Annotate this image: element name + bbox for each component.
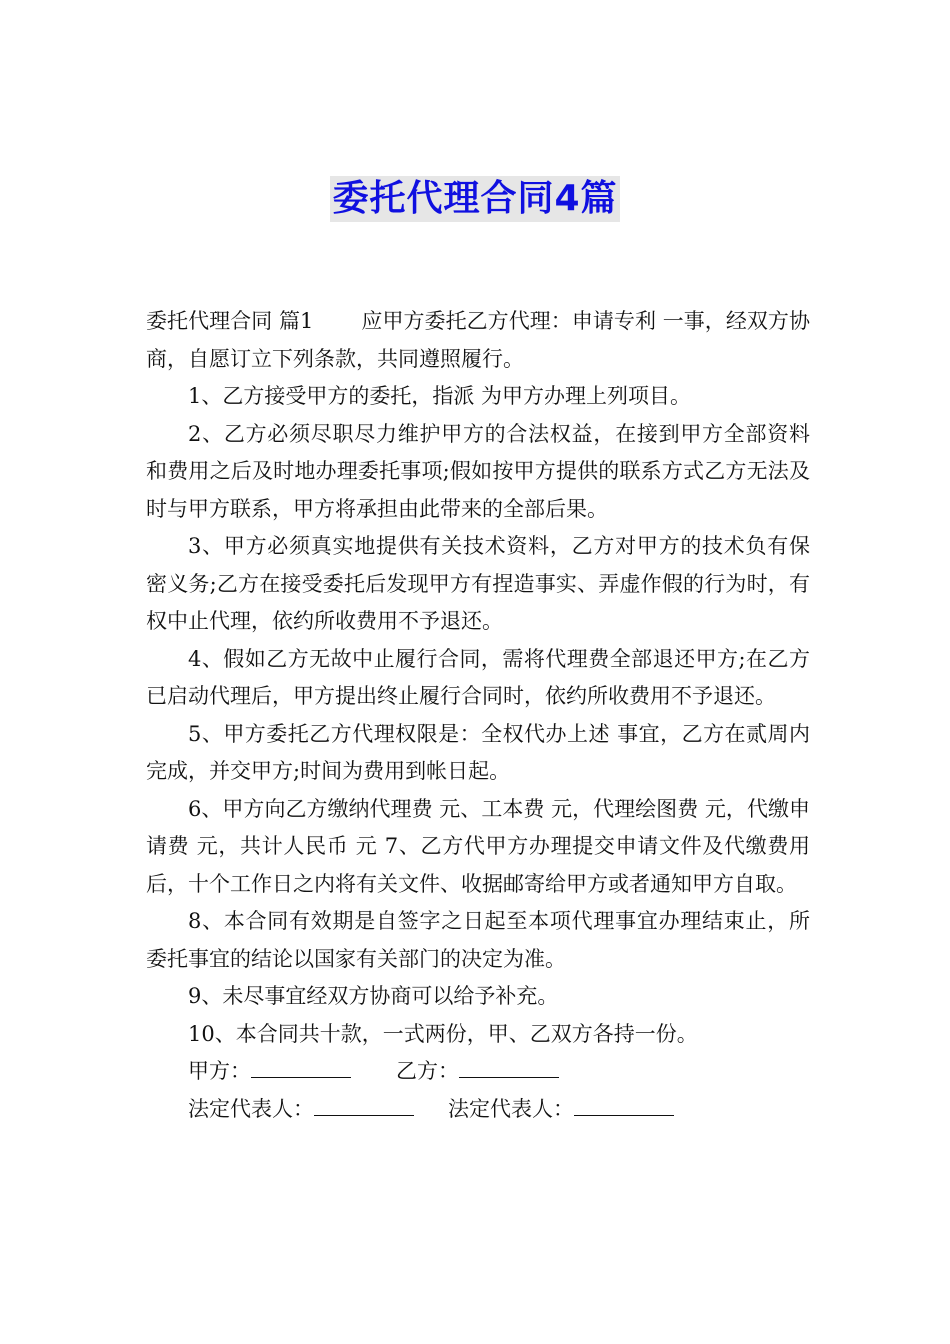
signature-row-representatives [146,1091,810,1129]
rep-a-label: 法定代表人： [188,1096,314,1121]
party-b-signature [396,1053,559,1091]
rep-b-blank [574,1095,674,1116]
party-b-label: 乙方： [396,1059,459,1083]
party-a-blank [251,1057,351,1078]
clause-6-7: 6、甲方向乙方缴纳代理费 元、工本费 元，代理绘图费 元，代缴申请费 元，共计人民币 元 7、乙方代甲方办理提交申请文件及代缴费用后，十个工作日之内将有关文件、收据邮寄给甲方或者通知甲方自取。 [146,796,810,896]
clause-1: 1、乙方接受甲方的委托，指派 为甲方办理上列项目。 [188,384,692,408]
clause-4: 4、假如乙方无故中止履行合同，需将代理费全部退还甲方;在乙方已启动代理后，甲方提出终止履行合同时，依约所收费用不予退还。 [146,646,810,708]
clause-10: 10、本合同共十款，一式两份，甲、乙双方各持一份。 [188,1021,698,1046]
party-a-signature [188,1053,396,1091]
party-b-blank [459,1057,559,1078]
party-a-label: 甲方： [188,1059,251,1083]
rep-b-label: 法定代表人： [448,1096,574,1121]
clause-8: 8、本合同有效期是自签字之日起至本项代理事宜办理结束止，所委托事宜的结论以国家有关部门的决定为准。 [146,909,810,971]
clause-3: 3、甲方必须真实地提供有关技术资料，乙方对甲方的技术负有保密义务;乙方在接受委托后发现甲方有捏造事实、弄虚作假的行为时，有权中止代理，依约所收费用不予退还。 [146,534,810,633]
clause-5: 5、甲方委托乙方代理权限是：全权代办上述 事宜，乙方在贰周内完成，并交甲方;时间为费用到帐日起。 [146,721,810,783]
intro-paragraph [146,303,810,378]
rep-b-signature [448,1091,674,1129]
signature-row-parties [146,1053,810,1091]
clause-9: 9、未尽事宜经双方协商可以给予补充。 [188,984,559,1008]
rep-a-blank [314,1095,414,1116]
title-block [0,176,950,222]
intro-heading: 委托代理合同 篇1 [146,309,314,333]
document-title: 委托代理合同4篇 [330,176,619,222]
intro-text: 应甲方委托乙方代理：申请专利 一事，经双方协商，自愿订立下列条款，共同遵照履行。 [146,309,810,371]
rep-a-signature [188,1091,448,1129]
clause-2: 2、乙方必须尽职尽力维护甲方的合法权益，在接到甲方全部资料和费用之后及时地办理委托事项;假如按甲方提供的联系方式乙方无法及时与甲方联系，甲方将承担由此带来的全部后果。 [146,421,810,521]
document-body [146,303,810,1128]
